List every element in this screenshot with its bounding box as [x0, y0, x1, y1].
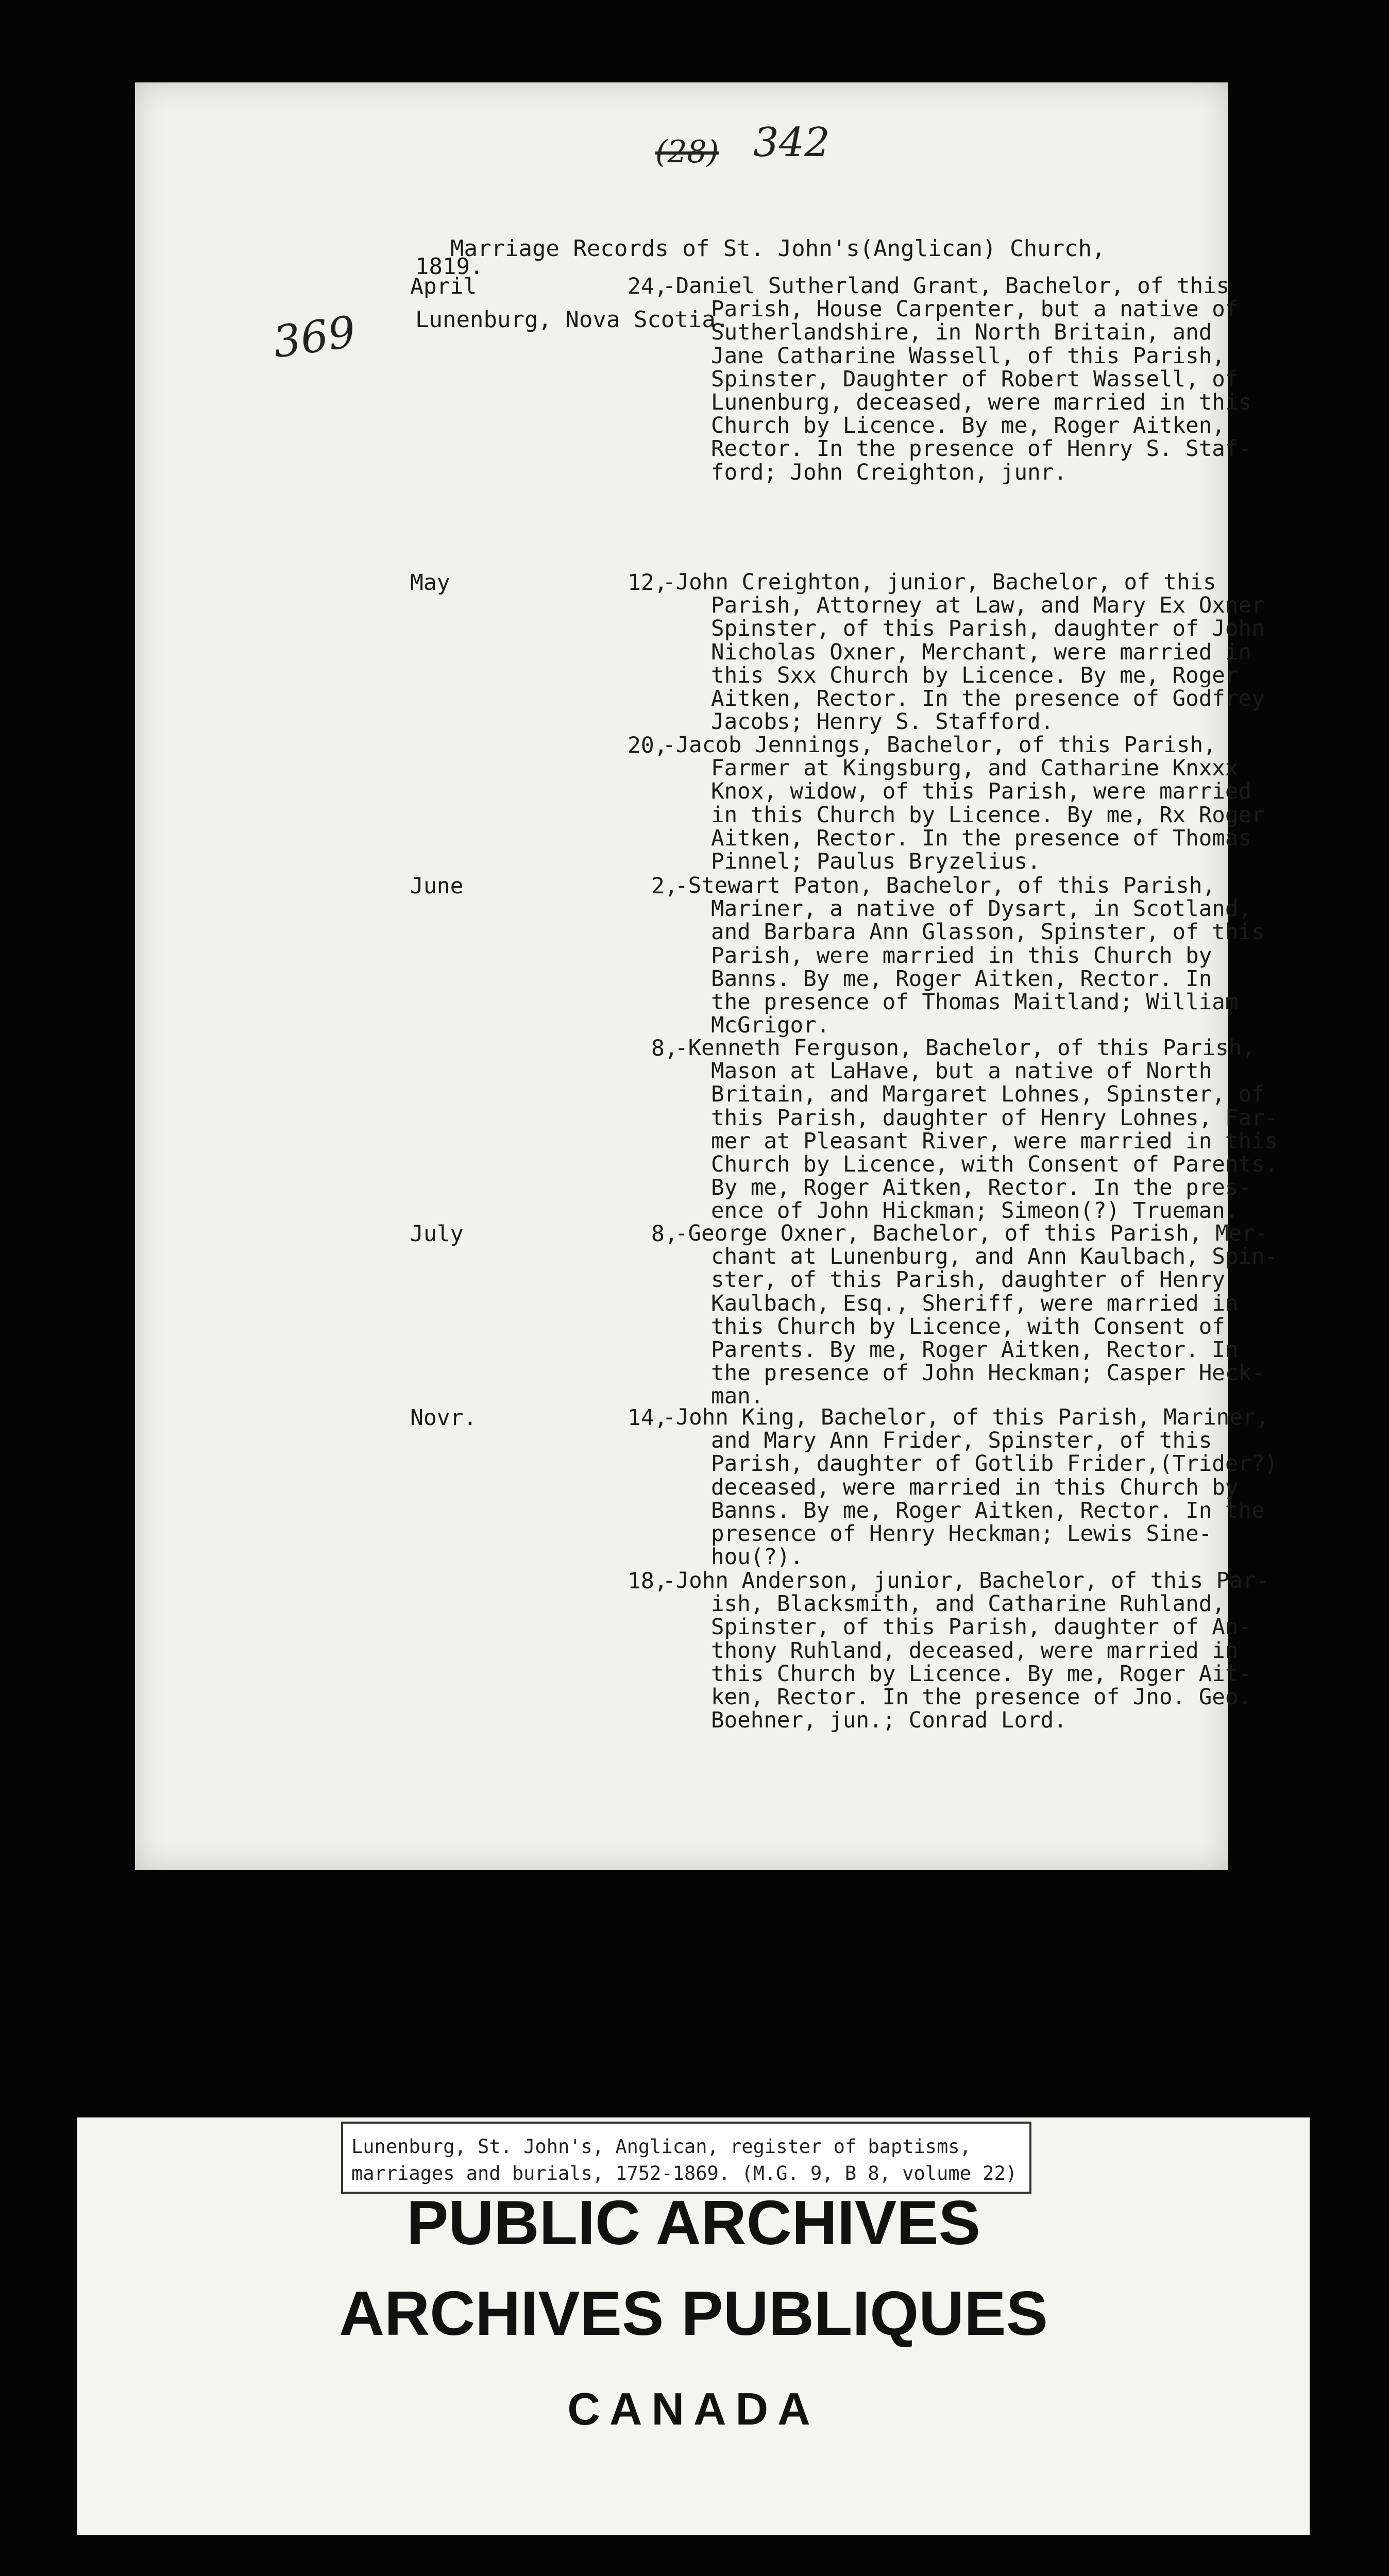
record-line: Banns. By me, Roger Aitken, Rector. In: [711, 966, 1212, 992]
record-line: man.: [711, 1384, 764, 1410]
record-line: this Church by Licence, with Consent of: [711, 1314, 1225, 1340]
record-line: thony Ruhland, deceased, were married in: [711, 1638, 1239, 1664]
marriage-records: [135, 82, 1278, 1870]
record-line: this Parish, daughter of Henry Lohnes, Far-: [711, 1105, 1278, 1131]
record-line: -Daniel Sutherland Grant, Bachelor, of this: [663, 274, 1230, 299]
record-line: By me, Roger Aitken, Rector. In the pres-: [711, 1175, 1252, 1201]
record-line: the presence of Thomas Maitland; William: [711, 990, 1239, 1015]
record-line: Parish, daughter of Gotlib Frider,(Trider?): [711, 1451, 1278, 1477]
record-month: Novr.: [410, 1405, 477, 1431]
archive-country: CANADA: [567, 2383, 820, 2434]
record-line: Parish, House Carpenter, but a native of: [711, 297, 1239, 323]
record-line: Church by Licence. By me, Roger Aitken,: [711, 413, 1225, 439]
record-day: 8,: [651, 1036, 678, 1061]
record-month: July: [410, 1221, 464, 1247]
record-line: Aitken, Rector. In the presence of Thomas: [711, 825, 1252, 851]
record-line: Jane Catharine Wassell, of this Parish,: [711, 343, 1225, 369]
record-day: 8,: [651, 1221, 678, 1247]
record-line: and Mary Ann Frider, Spinster, of this: [711, 1428, 1212, 1454]
record-day: 24,: [628, 274, 668, 299]
record-day: 2,: [651, 873, 678, 899]
record-line: hou(?).: [711, 1545, 804, 1570]
record-month: June: [410, 873, 464, 899]
record-line: ken, Rector. In the presence of Jno. Geo.: [711, 1685, 1252, 1710]
record-line: Church by Licence, with Consent of Parents.: [711, 1152, 1278, 1177]
record-line: this Sxx Church by Licence. By me, Roger: [711, 663, 1239, 688]
record-line: Mason at LaHave, but a native of North: [711, 1059, 1212, 1084]
record-line: Kaulbach, Esq., Sheriff, were married in: [711, 1291, 1239, 1316]
record-line: -Stewart Paton, Bachelor, of this Parish,: [675, 873, 1216, 899]
record-line: Lunenburg, deceased, were married in this: [711, 390, 1252, 415]
reference-line-1: Lunenburg, St. John's, Anglican, register of baptisms,: [351, 2136, 971, 2158]
record-day: 12,: [628, 570, 668, 596]
document-page: [135, 82, 1278, 1870]
record-line: ford; John Creighton, junr.: [711, 460, 1067, 485]
record-line: -Jacob Jennings, Bachelor, of this Parish,: [663, 733, 1216, 758]
record-line: -John Creighton, junior, Bachelor, of this: [663, 570, 1216, 595]
reference-strip: [341, 2122, 1031, 2194]
record-line: Nicholas Oxner, Merchant, were married in: [711, 639, 1252, 665]
record-line: Boehner, jun.; Conrad Lord.: [711, 1708, 1067, 1734]
old-page-number: (28): [655, 134, 719, 170]
record-line: ence of John Hickman; Simeon(?) Trueman.: [711, 1198, 1239, 1224]
record-line: McGrigor.: [711, 1013, 830, 1039]
record-line: ster, of this Parish, daughter of Henry: [711, 1267, 1225, 1293]
record-line: Spinster, of this Parish, daughter of John: [711, 616, 1265, 642]
record-month: April: [410, 274, 477, 299]
record-line: Mariner, a native of Dysart, in Scotland,: [711, 896, 1252, 922]
record-line: Britain, and Margaret Lohnes, Spinster, of: [711, 1082, 1265, 1108]
record-line: Rector. In the presence of Henry S. Staf-: [711, 436, 1252, 462]
record-line: deceased, were married in this Church by: [711, 1475, 1239, 1500]
record-line: Parish, were married in this Church by: [711, 943, 1212, 969]
record-line: Farmer at Kingsburg, and Catharine Knxxx: [711, 756, 1239, 782]
record-day: 14,: [628, 1405, 668, 1431]
record-line: presence of Henry Heckman; Lewis Sine-: [711, 1521, 1212, 1547]
record-line: Pinnel; Paulus Bryzelius.: [711, 849, 1041, 874]
record-day: 18,: [628, 1568, 668, 1594]
record-line: and Barbara Ann Glasson, Spinster, of this: [711, 920, 1265, 945]
archive-label: [77, 2117, 1310, 2535]
record-line: in this Church by Licence. By me, Rx Roger: [711, 802, 1265, 828]
record-line: Parents. By me, Roger Aitken, Rector. In: [711, 1337, 1239, 1363]
record-line: -Kenneth Ferguson, Bachelor, of this Parish,: [675, 1036, 1255, 1061]
record-line: -George Oxner, Bachelor, of this Parish, Mer-: [675, 1221, 1268, 1246]
margin-note: 369: [269, 306, 359, 368]
record-line: Spinster, of this Parish, daughter of An-: [711, 1615, 1252, 1640]
archive-name-english: PUBLIC ARCHIVES: [406, 2188, 980, 2258]
record-line: Parish, Attorney at Law, and Mary Ex Oxner: [711, 593, 1265, 619]
heading-line-1: Marriage Records of St. John's(Anglican) Church,: [450, 235, 1106, 262]
record-line: this Church by Licence. By me, Roger Ait-: [711, 1661, 1252, 1687]
record-line: Knox, widow, of this Parish, were married: [711, 779, 1252, 805]
record-line: the presence of John Heckman; Casper Heck-: [711, 1361, 1265, 1386]
record-day: 20,: [628, 733, 668, 758]
record-line: Jacobs; Henry S. Stafford.: [711, 709, 1054, 735]
heading-line-2: Lunenburg, Nova Scotia.: [415, 307, 730, 333]
record-line: Aitken, Rector. In the presence of Godfrey: [711, 686, 1265, 711]
page-number: 342: [753, 120, 830, 166]
archive-name-french: ARCHIVES PUBLIQUES: [338, 2278, 1048, 2348]
record-line: Banns. By me, Roger Aitken, Rector. In the: [711, 1498, 1265, 1523]
record-line: ish, Blacksmith, and Catharine Ruhland,: [711, 1591, 1225, 1617]
record-year: 1819.: [415, 253, 484, 280]
record-line: Spinster, Daughter of Robert Wassell, of: [711, 366, 1239, 392]
record-line: Sutherlandshire, in North Britain, and: [711, 320, 1212, 346]
record-line: mer at Pleasant River, were married in this: [711, 1128, 1278, 1154]
record-line: chant at Lunenburg, and Ann Kaulbach, Spin-: [711, 1244, 1278, 1270]
record-line: -John Anderson, junior, Bachelor, of this Par-: [663, 1568, 1269, 1594]
record-line: -John King, Bachelor, of this Parish, Mariner,: [663, 1405, 1269, 1430]
record-month: May: [410, 570, 450, 596]
reference-line-2: marriages and burials, 1752-1869. (M.G. 9, B 8, volume 22): [351, 2162, 1018, 2184]
